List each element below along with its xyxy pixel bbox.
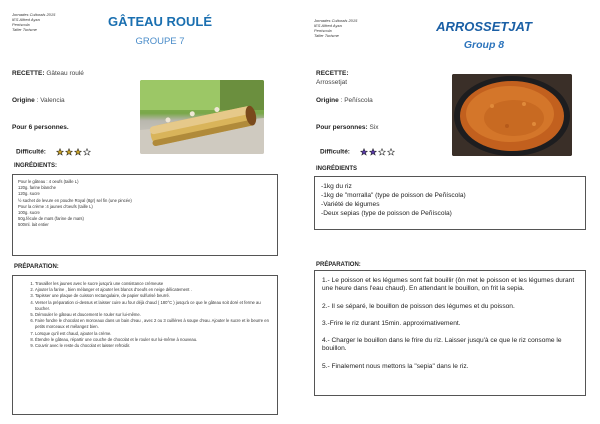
ingredient-item: 100g. sucre: [18, 210, 40, 216]
preparation-step: 5. Démouler le gâteau et doucement le rouler sur lui-même.: [35, 312, 271, 318]
origin-value: : Valencia: [36, 97, 65, 104]
recipe-value-line: [316, 79, 347, 86]
paella-pan-image: [452, 74, 572, 156]
preparation-steps: [23, 281, 271, 349]
difficulty-field: [320, 148, 396, 156]
ingredient-item: -1kg de "morralla" (type de poisson de Peñíscola): [321, 192, 466, 199]
preparation-title: PRÉPARATION:: [14, 264, 59, 270]
star-filled-icon: [360, 148, 368, 156]
ingredients-box: [314, 176, 586, 230]
preparation-step: 4. Verser la préparation ci-dessus et laisser cuire au four déjà chaud ( 180°C ) jusqu'à ce que le gâteau soit doré et ferme au toucher.: [35, 300, 271, 312]
preparation-step: 2.- Il se séparé, le bouillon de poisson des légumes et du poisson.: [322, 302, 515, 310]
ingredient-item: 120g. sucre: [18, 191, 40, 197]
header-line: Peníscola: [314, 28, 332, 33]
preparation-step: 5.- Finalement nous mettons la "sepia" dans le riz.: [322, 362, 469, 370]
star-empty-icon: [387, 148, 395, 156]
ingredient-item: Pour le gâteau : 4 oeufs (taille L): [18, 179, 79, 184]
header-line: Peníscola: [12, 22, 30, 27]
header-line: Taller Turisme: [314, 33, 339, 38]
recipe-field: [12, 70, 84, 77]
origin-field: [12, 97, 65, 104]
recipe-value: Gâteau roulé: [46, 70, 84, 77]
recipe-label: RECETTE:: [316, 70, 349, 77]
ingredient-item: ½ sachet de levure en poudre Royal (8gr) sel fin (une pincée): [18, 197, 132, 203]
paella-photo: [452, 74, 572, 156]
persons-value: Six: [369, 124, 379, 131]
ingredient-item: Pour la crème :4 jaunes d'oeufs (taille L): [18, 203, 93, 209]
star-filled-icon: [56, 148, 64, 156]
ingredients-title: INGRÉDIENTS:: [14, 163, 58, 169]
ingredient-item: 500ml. lait entier: [18, 222, 49, 228]
header-line: Taller Turisme: [12, 27, 37, 32]
preparation-step: 9. Couvrir avec le reste du chocolat et laisser refroidir.: [35, 343, 271, 349]
star-filled-icon: [369, 148, 377, 156]
ingredient-item: -Variété de légumes: [321, 201, 380, 208]
preparation-step: 2. Ajouter la farine , bien mélanger et ajouter les blancs d'oeufs en neige délicatement .: [35, 287, 271, 293]
header-line: Jornades Culturals 2015: [12, 12, 56, 17]
ingredients-list: [18, 179, 272, 229]
preparation-title: PRÉPARATION:: [316, 262, 361, 268]
preparation-step: 3. Tapisser une plaque de cuisson rectangulaire, de papier sulfurisé beurré.: [35, 293, 271, 299]
header-line: IES Alfred Ayza: [12, 17, 40, 22]
cake-roll-image: [140, 80, 264, 154]
persons-field: [316, 124, 379, 131]
recipe-title: GÂTEAU ROULÉ: [108, 14, 212, 29]
header-line: IES Alfred Ayza: [314, 23, 342, 28]
preparation-step: 1. Travailler les jaunes avec le sucre jusqu'à une consistance crémeuse: [35, 281, 271, 287]
preparation-step: 6. Faire fondre le chocolat en morceaux dans un bain d'eau , avec 2 ou 3 cuillères à soupe d'eau. Ajouter le sucre et le beurre en petits morceaux et mélangez bien.: [35, 318, 271, 330]
ingredient-item: 120g. farine blanche: [18, 185, 56, 191]
header-info: [314, 18, 357, 38]
recipe-title: ARROSSETJAT: [436, 19, 532, 34]
star-filled-icon: [65, 148, 73, 156]
preparation-step: 1.- Le poisson et les légumes sont fait bouillir (ôn met le poisson et les légumes durant une heure dans l'eau chaud). En attendant le bouillon, on frit la sepia.: [322, 277, 575, 293]
origin-value: : Peñíscola: [340, 97, 373, 104]
preparation-box: [314, 270, 586, 396]
origin-label: Origine: [12, 97, 35, 104]
preparation-step: 8. Étendre le gâteau, répartir une couche de chocolat et le rouler sur lui-même à nouveau.: [35, 337, 271, 343]
persons-label: Pour 6 personnes.: [12, 124, 69, 131]
header-info: [12, 12, 55, 32]
cake-photo: [140, 80, 264, 154]
recipe-card-arrossetjat: [304, 0, 600, 424]
preparation-steps: [322, 277, 578, 371]
difficulty-label: Difficulté:: [320, 148, 350, 156]
star-empty-icon: [83, 148, 91, 156]
star-empty-icon: [378, 148, 386, 156]
ingredient-item: 50g.fécule de maïs (farine de maïs): [18, 216, 84, 222]
origin-field: [316, 97, 373, 104]
group-subtitle: Group 8: [463, 39, 505, 51]
ingredients-list: [321, 182, 579, 218]
group-subtitle: GROUPE 7: [135, 36, 185, 47]
star-filled-icon: [74, 148, 82, 156]
difficulty-label: Difficulté:: [16, 148, 46, 156]
origin-label: Origine: [316, 97, 339, 104]
header-line: Jornades Culturals 2015: [314, 18, 358, 23]
preparation-step: 3.-Frire le riz durant 15min. approximativement.: [322, 319, 461, 327]
difficulty-stars: [360, 148, 396, 156]
preparation-step: 4.- Charger le bouillon dans le frire du riz. Laisser jusqu'à ce que le riz consome le bouillon.: [322, 337, 562, 353]
difficulty-stars: [56, 148, 92, 156]
ingredients-box: [12, 174, 278, 256]
ingredients-title: INGRÉDIENTS: [316, 166, 358, 172]
recipe-label: RECETTE:: [12, 70, 45, 77]
preparation-box: [12, 275, 278, 415]
recipe-value: Arrossetjat: [316, 79, 348, 86]
ingredient-item: -1kg du riz: [321, 183, 352, 190]
ingredient-item: -Deux sepias (type de poisson de Peñíscola): [321, 210, 452, 217]
difficulty-field: [16, 148, 92, 156]
preparation-step: 7. Lorsque qu'il est chaud, ajouter la crème.: [35, 331, 271, 337]
persons-label: Pour personnes:: [316, 124, 368, 131]
